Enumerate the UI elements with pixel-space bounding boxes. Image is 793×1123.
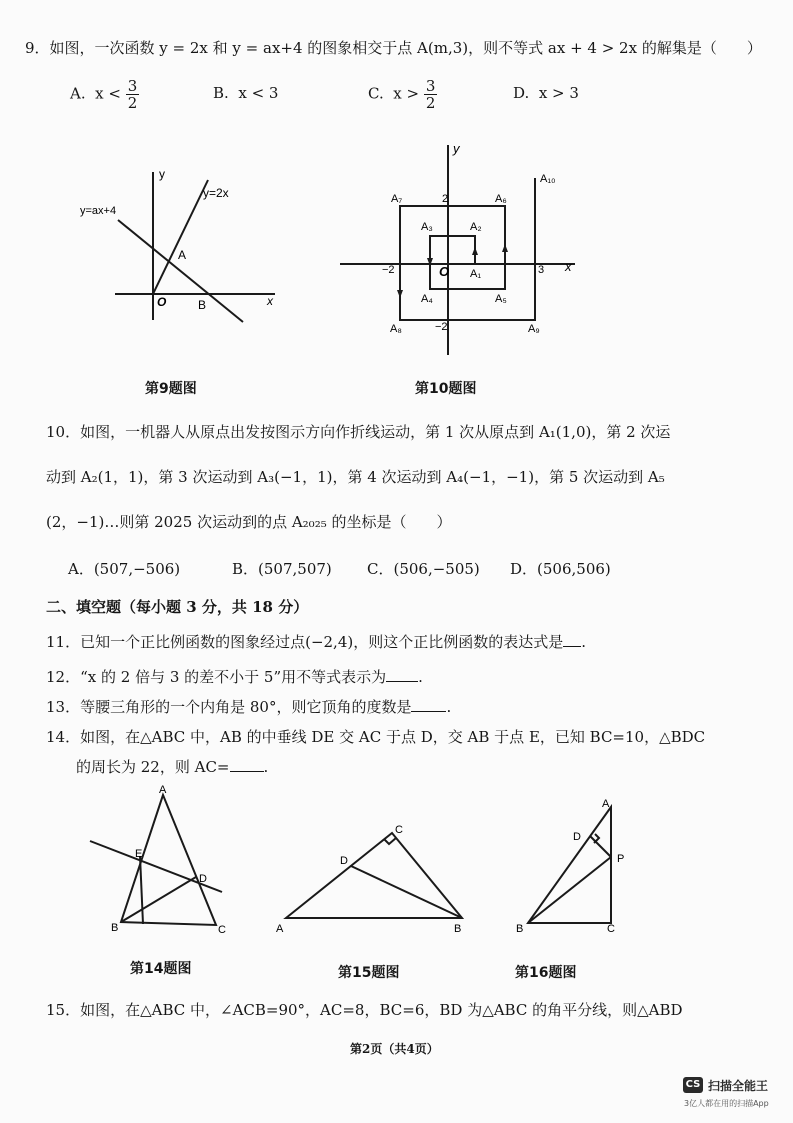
fig16-caption: 第16题图 bbox=[515, 965, 577, 981]
fig14-label-a: A bbox=[159, 785, 167, 796]
q12-answer-blank bbox=[386, 681, 418, 682]
fig14-caption: 第14题图 bbox=[130, 961, 192, 977]
fig10-a9: A₉ bbox=[528, 323, 540, 335]
fig9-y-label: y bbox=[159, 167, 165, 181]
q9-option-b: B. x < 3 bbox=[213, 84, 279, 102]
q15-line-1: 15．如图，在△ABC 中，∠ACB=90°，AC=8，BC=6，BD 为△ABC 的角平分线，则△ABD bbox=[46, 1001, 683, 1019]
fig10-arrow-4 bbox=[397, 290, 403, 298]
figure-9 bbox=[75, 160, 295, 330]
figure-16 bbox=[513, 792, 633, 942]
figure-14 bbox=[85, 785, 230, 940]
fig14-segment-bd bbox=[121, 877, 196, 922]
q10-option-d: D．(506,506) bbox=[510, 560, 611, 578]
fig16-segment-bp bbox=[528, 857, 611, 923]
fig15-label-c: C bbox=[395, 824, 403, 836]
q14-line-1: 14．如图，在△ABC 中，AB 的中垂线 DE 交 AC 于点 D，交 AB 于点 E，已知 BC=10，△BDC bbox=[46, 728, 706, 746]
section-2-title: 二、填空题（每小题 3 分，共 18 分） bbox=[46, 598, 309, 616]
fig10-arrow-3 bbox=[502, 244, 508, 252]
fig9-point-b: B bbox=[198, 298, 207, 312]
watermark-sub: 3亿人都在用的扫描App bbox=[684, 1099, 769, 1108]
fig16-triangle-abc bbox=[528, 807, 611, 923]
fig10-a2: A₂ bbox=[470, 221, 482, 233]
q10-option-b: B．(507,507) bbox=[232, 560, 332, 578]
q12: 12．“x 的 2 倍与 3 的差不小于 5”用不等式表示为 . bbox=[46, 668, 423, 686]
fig10-a10: A₁₀ bbox=[540, 173, 556, 185]
fig10-y-label: y bbox=[453, 141, 460, 156]
fig16-label-c: C bbox=[607, 923, 615, 935]
fig9-point-a: A bbox=[178, 248, 187, 262]
fig15-label-b: B bbox=[454, 923, 462, 935]
fig9-caption: 第9题图 bbox=[145, 381, 197, 397]
q10-line-3: (2，−1)…则第 2025 次运动到的点 A₂₀₂₅ 的坐标是（ ） bbox=[46, 513, 452, 531]
fig16-segment-dp bbox=[590, 836, 611, 857]
fig16-label-b: B bbox=[516, 923, 524, 935]
fig9-line-2x bbox=[153, 180, 208, 294]
cs-logo-icon: CS bbox=[683, 1077, 703, 1093]
q14-line-2: 的周长为 22，则 AC= . bbox=[76, 758, 269, 776]
fig14-triangle-abc bbox=[121, 795, 216, 925]
fig16-right-angle-mark bbox=[594, 834, 599, 843]
fig10-a6: A₆ bbox=[495, 193, 507, 205]
q9-option-c: C. x > $\frac{3}{2}$ bbox=[368, 77, 436, 112]
fig14-label-c: C bbox=[218, 924, 226, 936]
q9-option-d: D. x > 3 bbox=[513, 84, 579, 102]
watermark-brand: 扫描全能王 bbox=[708, 1079, 769, 1093]
fig10-arrow-1 bbox=[472, 247, 478, 255]
fig10-tick-neg2-x: −2 bbox=[382, 264, 395, 276]
fig15-bisector-bd bbox=[351, 866, 462, 918]
figure-15 bbox=[276, 820, 476, 940]
q9-option-a: A. x < $\frac{3}{2}$ bbox=[70, 77, 138, 112]
q9-stem: 9．如图，一次函数 y = 2x 和 y = ax+4 的图象相交于点 A(m,3)，则不等式 ax + 4 > 2x 的解集是（ ） bbox=[25, 39, 762, 57]
fig9-line-label-2x: y=2x bbox=[203, 186, 229, 200]
page-footer: 第2页（共4页） bbox=[350, 1042, 439, 1056]
fig9-line-label-ax4: y=ax+4 bbox=[80, 205, 117, 217]
fig10-tick-2: 2 bbox=[442, 193, 449, 205]
fig9-x-label: x bbox=[267, 294, 273, 308]
fig14-segment-e bbox=[140, 856, 143, 924]
q10-option-c: C．(506,−505) bbox=[367, 560, 480, 578]
fig15-caption: 第15题图 bbox=[338, 965, 400, 981]
fig14-label-b: B bbox=[111, 922, 119, 934]
fig15-label-d: D bbox=[340, 855, 348, 867]
q10-line-1: 10．如图，一机器人从原点出发按图示方向作折线运动，第 1 次从原点到 A₁(1,0)，第 2 次运 bbox=[46, 423, 671, 441]
fig10-a8: A₈ bbox=[390, 323, 402, 335]
fig16-label-d: D bbox=[573, 831, 581, 843]
q10-line-2: 动到 A₂(1，1)，第 3 次运动到 A₃(−1，1)，第 4 次运动到 A₄(−1，−1)，第 5 次运动到 A₅ bbox=[46, 468, 665, 486]
q11: 11．已知一个正比例函数的图象经过点(−2,4)，则这个正比例函数的表达式是 . bbox=[46, 633, 586, 651]
fig16-label-a: A bbox=[602, 798, 610, 810]
fig10-a7: A₇ bbox=[391, 193, 403, 205]
fig14-label-e: E bbox=[135, 848, 143, 860]
figure-10 bbox=[335, 140, 595, 365]
fig10-a3: A₃ bbox=[421, 221, 433, 233]
q13-answer-blank bbox=[411, 711, 446, 712]
fig10-a4: A₄ bbox=[421, 293, 433, 305]
fig10-a1: A₁ bbox=[470, 268, 482, 280]
fig15-label-a: A bbox=[276, 923, 284, 935]
q10-option-a: A．(507,−506) bbox=[68, 560, 181, 578]
fig10-tick-neg2-y: −2 bbox=[435, 321, 448, 333]
fig9-origin: O bbox=[157, 295, 167, 309]
q11-answer-blank bbox=[563, 646, 581, 647]
fig10-origin: O bbox=[439, 264, 450, 279]
fig10-caption: 第10题图 bbox=[415, 381, 477, 397]
fig14-label-d: D bbox=[199, 873, 207, 885]
fig16-label-p: P bbox=[617, 853, 625, 865]
q13: 13．等腰三角形的一个内角是 80°，则它顶角的度数是 . bbox=[46, 698, 452, 716]
fig10-tick-3: 3 bbox=[538, 264, 545, 276]
fig10-a5: A₅ bbox=[495, 293, 507, 305]
q14-answer-blank bbox=[230, 771, 264, 772]
fig10-x-label: x bbox=[565, 259, 572, 274]
